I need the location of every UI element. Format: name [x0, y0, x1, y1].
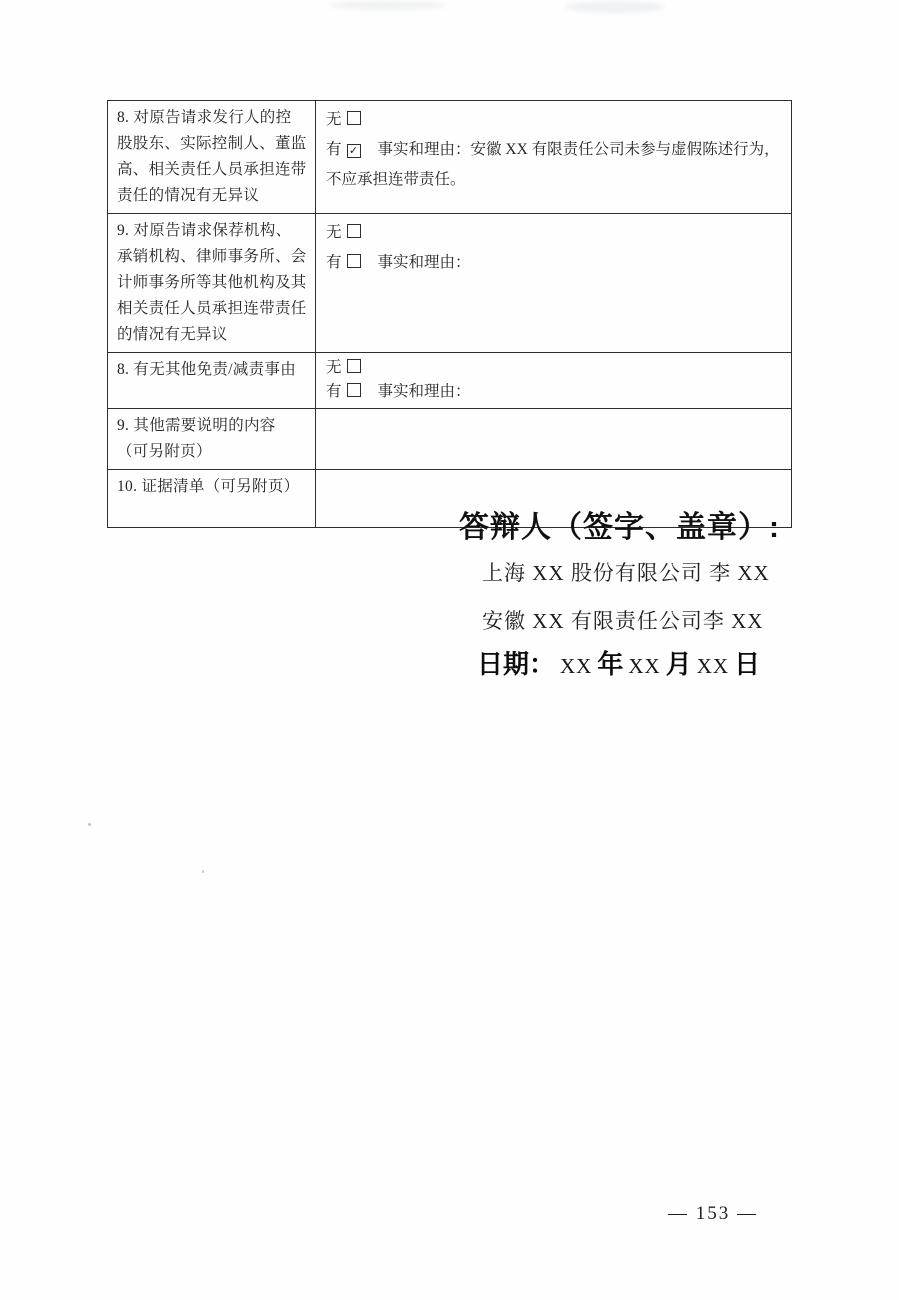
row-label: 10. 证据清单（可另附页）: [108, 470, 316, 528]
option-no-line: [326, 105, 783, 135]
signature-heading: 答辩人（签字、盖章）:: [459, 511, 780, 544]
reason-text: 安徽 XX 有限责任公司未参与虚假陈述行为，不应承担连带责任。: [326, 141, 780, 188]
reason-label: 事实和理由：: [377, 141, 471, 158]
option-yes-label: 有: [326, 141, 342, 158]
scan-artifact-smudge: [565, 1, 665, 13]
defense-statement-table: [107, 100, 792, 528]
table-row: [108, 101, 792, 214]
row-answer-cell: [316, 353, 792, 409]
checkbox-unchecked-icon: [347, 111, 361, 125]
page-number: — 153 —: [668, 1203, 758, 1224]
option-yes-line: [326, 135, 783, 195]
option-no-label: 无: [326, 359, 342, 376]
check-mark-icon: ✓: [348, 144, 359, 157]
table-row: [108, 214, 792, 353]
table-row: [108, 353, 792, 409]
option-yes-label: 有: [326, 383, 342, 400]
date-day-unit: 日: [734, 649, 761, 679]
row-label: 8. 对原告请求发行人的控股股东、实际控制人、董监高、相关责任人员承担连带责任的情况有无异议: [108, 101, 316, 214]
checkbox-unchecked-icon: [347, 224, 361, 238]
scan-artifact-smudge: [330, 1, 445, 10]
option-no-line: [326, 218, 783, 248]
signature-date-line: [477, 644, 760, 681]
scan-artifact-speck: [202, 870, 204, 873]
row-label: 9. 对原告请求保荐机构、承销机构、律师事务所、会计师事务所等其他机构及其相关责任人员承担连带责任的情况有无异议: [108, 214, 316, 353]
checkbox-unchecked-icon: [347, 359, 361, 373]
row-answer-cell: [316, 214, 792, 353]
row-answer-cell-empty: [316, 409, 792, 470]
option-no-label: 无: [326, 224, 342, 241]
date-year-unit: 年: [597, 649, 624, 679]
option-yes-line: [326, 248, 783, 278]
option-yes-line: [326, 380, 783, 404]
option-no-label: 无: [326, 111, 342, 128]
option-yes-label: 有: [326, 254, 342, 271]
date-label: 日期：: [477, 649, 556, 679]
date-day-value: XX: [696, 654, 730, 678]
date-month-value: XX: [628, 654, 661, 678]
row-label: 8. 有无其他免责/减责事由: [108, 353, 316, 409]
row-label: 9. 其他需要说明的内容（可另附页）: [108, 409, 316, 470]
reason-label: 事实和理由：: [377, 254, 471, 271]
date-month-unit: 月: [665, 649, 692, 679]
scan-artifact-speck: [88, 823, 91, 826]
checkbox-unchecked-icon: [347, 254, 361, 268]
respondent-name-1: 上海 XX 股份有限公司 李 XX: [482, 561, 770, 585]
checkbox-unchecked-icon: [347, 383, 361, 397]
respondent-name-2: 安徽 XX 有限责任公司李 XX: [482, 609, 764, 633]
date-year-value: XX: [560, 654, 593, 678]
option-no-line: [326, 356, 783, 380]
table-row: [108, 409, 792, 470]
reason-label: 事实和理由：: [377, 383, 471, 400]
checkbox-checked-icon: [347, 144, 361, 158]
row-answer-cell: [316, 101, 792, 214]
